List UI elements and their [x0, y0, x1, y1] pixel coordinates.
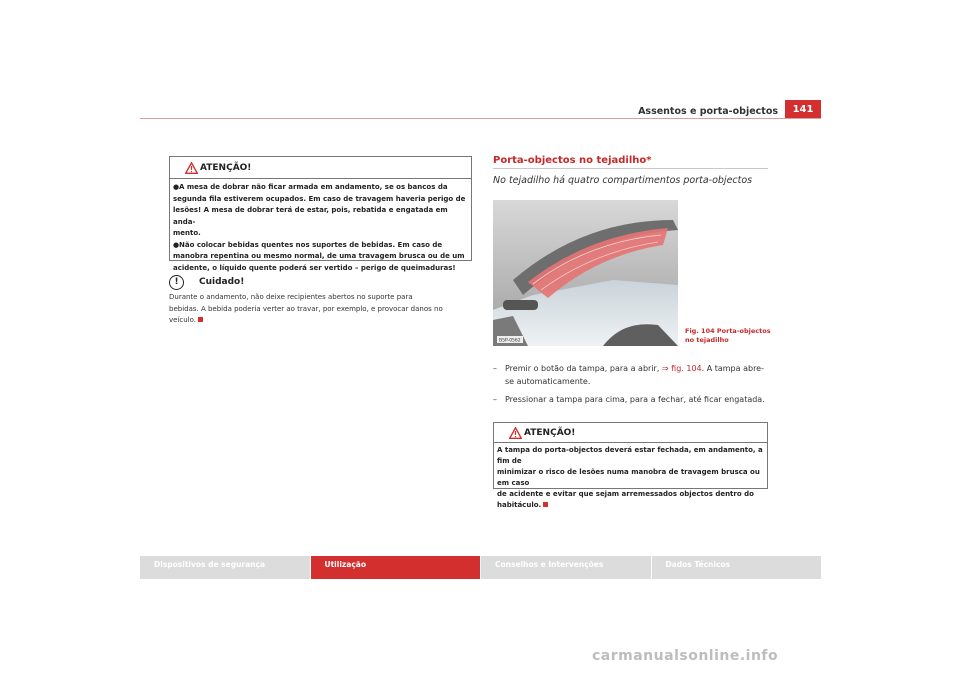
section-title: Porta-objectos no tejadilho* [493, 155, 652, 166]
warning-heading: ATENÇÃO! [200, 162, 252, 173]
footer-tab-advice[interactable]: Conselhos e Intervenções [481, 556, 651, 579]
footer-tab-technical[interactable]: Dados Técnicos [652, 556, 822, 579]
warning-body [494, 443, 767, 511]
warning-heading: ATENÇÃO! [524, 427, 576, 438]
figure-caption-text: no tejadilho [685, 335, 729, 344]
warning-text: A tampa do porta-objectos deverá estar fechada, em andamento, a fim de [497, 446, 763, 465]
step-dash: – [493, 395, 497, 404]
step-text [493, 363, 773, 388]
step-text-part: Premir o botão da tampa, para a abrir, [505, 364, 662, 373]
warning-triangle-icon [509, 427, 522, 439]
warning-triangle-icon [185, 162, 198, 174]
watermark: carmanualsonline.info [592, 648, 779, 664]
bullet-icon: ● [173, 240, 180, 249]
warning-text: Não colocar bebidas quentes nos suportes de bebidas. Em caso de [179, 240, 443, 249]
warning-header [170, 157, 471, 179]
warning-body [170, 179, 471, 274]
warning-text: acidente, o líquido quente poderá ser vertido – perigo de queimaduras! [173, 263, 456, 272]
figure-caption [685, 327, 771, 344]
warning-text: A mesa de dobrar não ficar armada em andamento, se os bancos da [179, 183, 448, 191]
step-item [493, 394, 773, 407]
warning-text: minimizar o risco de lesões numa manobra de travagem brusca ou em caso [497, 468, 760, 487]
step-item [493, 363, 773, 388]
roof-storage-photo [493, 200, 678, 346]
step-text-part: se automaticamente. [505, 376, 591, 386]
warning-text: manobra repentina ou mesmo normal, de uma travagem brusca ou de um [173, 252, 465, 260]
exclamation-circle-icon: ! [169, 275, 184, 290]
caution-note [169, 273, 472, 327]
section-subtitle: No tejadilho há quatro compartimentos porta-objectos [493, 175, 753, 186]
step-text-part: . A tampa abre- [701, 364, 764, 373]
bullet-icon: ● [173, 183, 180, 191]
warning-text: mento. [173, 229, 201, 237]
footer-tab-usage[interactable]: Utilização [311, 556, 481, 579]
page-number: 141 [785, 100, 821, 119]
caution-text: Durante o andamento, não deixe recipientes abertos no suporte para [169, 293, 413, 301]
caution-text: veículo. [169, 316, 197, 324]
end-marker-icon [198, 317, 203, 322]
header-divider [140, 118, 821, 119]
warning-bullet [173, 240, 468, 275]
figure-link[interactable]: ⇒ fig. 104 [661, 364, 702, 373]
warning-text: de acidente e evitar que sejam arremessados objectos dentro do [497, 490, 754, 498]
section-divider [493, 168, 768, 169]
warning-text: lesões! A mesa de dobrar terá de estar, pois, rebatida e engatada em anda- [173, 206, 448, 226]
warning-box-left [169, 156, 472, 272]
warning-box-right [493, 422, 768, 509]
footer-nav [140, 556, 821, 579]
caution-body [169, 292, 472, 327]
figure-photo [493, 200, 678, 346]
step-dash: – [493, 364, 497, 373]
caution-text: bebidas. A bebida poderia verter ao travar, por exemplo, e provocar danos no [169, 304, 443, 313]
warning-text: habitáculo. [497, 501, 542, 509]
warning-text: segunda fila estiverem ocupados. Em caso de travagem haveria perigo de [173, 194, 466, 203]
caution-header [169, 273, 472, 291]
warning-bullet [173, 182, 468, 240]
caution-heading: Cuidado! [199, 277, 245, 287]
step-text: Pressionar a tampa para cima, para a fechar, até ficar engatada. [505, 395, 765, 404]
photo-code: B5P-0562 [499, 338, 521, 344]
page-header-title: Assentos e porta-objectos [638, 106, 778, 117]
warning-header [494, 423, 767, 443]
figure-caption-text: Fig. 104 Porta-objectos [685, 327, 771, 335]
footer-tab-safety[interactable]: Dispositivos de segurança [140, 556, 310, 579]
end-marker-icon [543, 502, 548, 507]
